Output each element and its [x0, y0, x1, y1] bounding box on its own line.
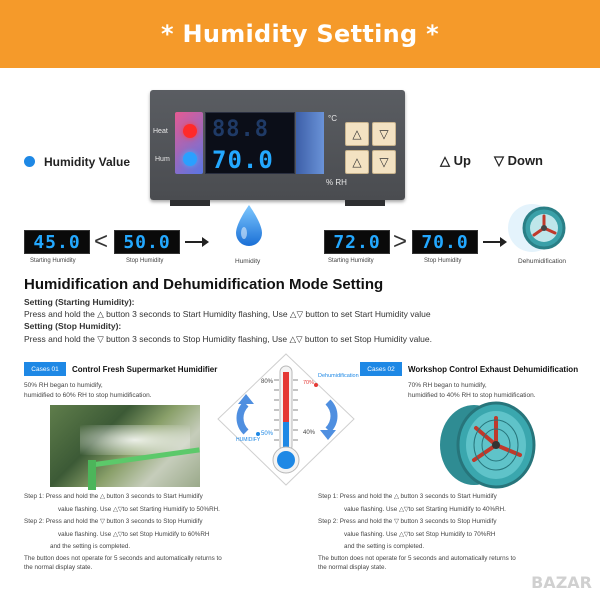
humidify-label: HUMIDIFY: [236, 437, 261, 443]
heat-led-icon: [183, 124, 197, 138]
case-01-note-line1: The button does not operate for 5 seconds and automatically returns to: [24, 555, 222, 562]
case-02-step2a: Step 2: Press and hold the ▽ button 3 seconds to Stop Humidify: [318, 518, 497, 525]
stop-humidity-label-2: Stop Humidity: [424, 258, 462, 264]
circuit-board-window: [296, 112, 324, 174]
stop-humidity-display-2: 70.0: [412, 230, 478, 254]
pct-80-label: 80%: [261, 379, 274, 385]
case-01-step2c: and the setting is completed.: [50, 543, 131, 550]
case-02-step1b: value flashing. Use △▽to set Starting Humidify to 40%RH.: [344, 505, 506, 513]
case-01-badge: Cases 01: [24, 362, 66, 376]
up-key-button[interactable]: △: [345, 122, 369, 146]
down-key-button[interactable]: ▽: [372, 122, 396, 146]
case-01-step2b: value flashing. Use △▽to set Stop Humidify to 60%RH: [58, 530, 210, 538]
case-02-step2c: and the setting is completed.: [344, 543, 425, 550]
case-02-step1a: Step 1: Press and hold the △ button 3 seconds to Start Humidify: [318, 493, 497, 500]
starting-humidity-label-2: Starting Humidity: [328, 258, 374, 264]
mode-setting-heading: Humidification and Dehumidification Mode Setting: [24, 276, 384, 293]
case-02-note-line1: The button does not operate for 5 seconds and automatically returns to: [318, 555, 516, 562]
page-title: * Humidity Setting *: [160, 20, 440, 48]
hum-label: Hum: [155, 156, 170, 163]
lcd-top-digits: 88.8: [212, 117, 269, 142]
case-02-note-line2: the normal display state.: [318, 564, 387, 571]
case-02-note: [318, 554, 516, 572]
lcd-screen: [205, 112, 295, 174]
starting-humidity-display: 45.0: [24, 230, 90, 254]
dehumidification-label: Dehumidification: [318, 373, 359, 379]
case-02-badge: Cases 02: [360, 362, 402, 376]
hum-led-icon: [183, 152, 197, 166]
pipe-shape: [88, 460, 96, 490]
heat-label: Heat: [153, 128, 168, 135]
title-banner: [0, 0, 600, 68]
setting-stop-text: Press and hold the ▽ button 3 seconds to Stop Humidity flashing, Use △▽ button to set Stop Humidity value.: [24, 334, 432, 344]
setting-start-text: Press and hold the △ button 3 seconds to Start Humidity flashing, Use △▽ button to set Start Humidity value: [24, 309, 431, 319]
water-drop-icon: [233, 203, 265, 249]
case-01-note-line2: the normal display state.: [24, 564, 93, 571]
less-than-sign: <: [94, 228, 109, 255]
case-01-step1a: Step 1: Press and hold the △ button 3 seconds to Start Humidify: [24, 493, 203, 500]
humidity-dot-icon: [24, 156, 35, 167]
setting-start-heading: Setting (Starting Humidity):: [24, 297, 135, 307]
pct-70-label: 70%: [303, 380, 315, 386]
case-02-step2b: value flashing. Use △▽to set Stop Humidify to 70%RH: [344, 530, 496, 538]
case-01-desc-line1: 50% RH began to humidify,: [24, 382, 103, 389]
industrial-fan-icon: [436, 400, 536, 490]
case-01-steps: [24, 491, 220, 554]
case-01-note: [24, 554, 222, 572]
flow-arrow-icon: [185, 241, 207, 243]
case-01-step1b: value flashing. Use △▽to set Starting Humidify to 50%RH.: [58, 505, 220, 513]
flow-arrow-icon: [483, 241, 505, 243]
humidity-result-label: Humidity: [235, 258, 261, 265]
case-01-title: Control Fresh Supermarket Humidifier: [72, 365, 218, 374]
starting-humidity-display-2: 72.0: [324, 230, 390, 254]
case-02-desc-line1: 70% RH began to humidify,: [408, 382, 487, 389]
up-key-button-2[interactable]: △: [345, 150, 369, 174]
greater-than-sign: >: [393, 228, 408, 255]
device-foot: [345, 200, 385, 206]
unit-rh: % RH: [326, 178, 347, 187]
case-02-steps: [318, 491, 506, 554]
stop-humidity-label: Stop Humidity: [126, 258, 164, 264]
stop-humidity-display: 50.0: [114, 230, 180, 254]
pct-40-label: 40%: [303, 430, 316, 436]
case-02-title: Workshop Control Exhaust Dehumidification: [408, 365, 579, 374]
exhaust-fan-icon: [508, 200, 568, 256]
supermarket-humidifier-photo: [50, 405, 200, 487]
dehumidification-result-label: Dehumidification: [518, 258, 567, 265]
setting-stop-heading: Setting (Stop Humidity):: [24, 321, 122, 331]
bazar-watermark-logo: BAZAR: [531, 573, 592, 592]
case-01-step2a: Step 2: Press and hold the ▽ button 3 seconds to Stop Humidify: [24, 518, 203, 525]
case-02-desc-line2: humidified to 40% RH to stop humidification.: [408, 392, 536, 399]
device-foot: [170, 200, 210, 206]
case-01-desc-line2: humidified to 60% RH to stop humidification.: [24, 392, 152, 399]
up-legend: △ Up: [440, 153, 471, 168]
humidity-controller-device: [150, 90, 405, 200]
down-key-button-2[interactable]: ▽: [372, 150, 396, 174]
lcd-bottom-digits: 70.0: [212, 146, 274, 174]
down-legend: ▽ Down: [494, 153, 543, 168]
humidity-value-legend: Humidity Value: [44, 155, 131, 169]
starting-humidity-label: Starting Humidity: [30, 258, 76, 264]
pct-50-label: 50%: [261, 431, 274, 437]
unit-celsius: °C: [328, 114, 337, 123]
